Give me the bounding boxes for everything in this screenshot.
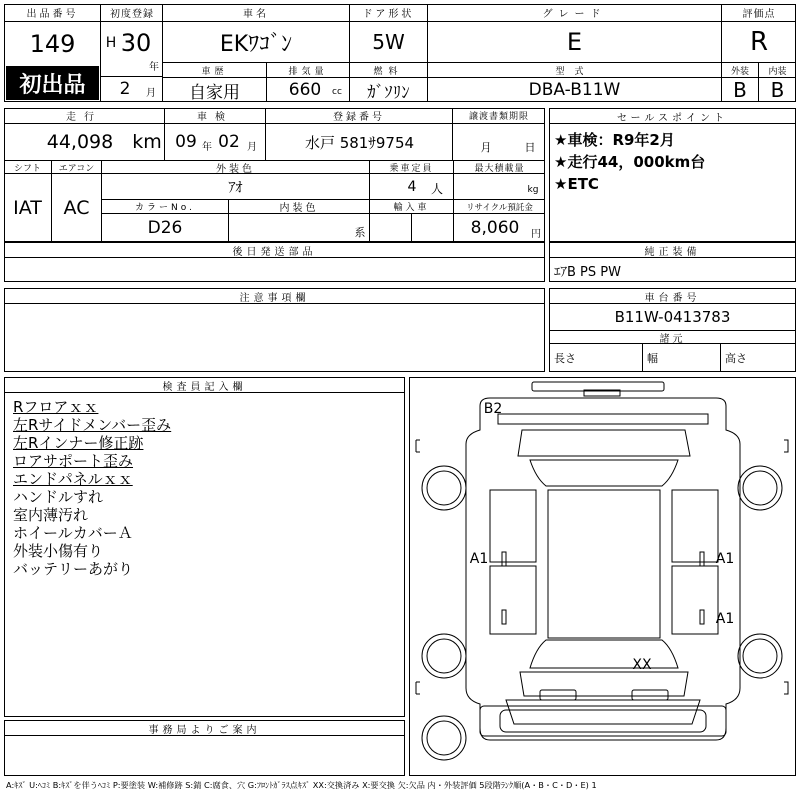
rear-panel	[498, 414, 708, 424]
inspector-note-item: 左Rインナー修正跡	[13, 434, 144, 452]
capacity-unit: 人	[430, 181, 443, 196]
col-divider	[4, 124, 165, 160]
door-label: ドア形状	[350, 4, 428, 22]
genuine-equipment-label: 純正装備	[550, 243, 795, 258]
lot-number: 149	[29, 30, 76, 58]
car-name-label: 車名	[163, 4, 350, 22]
right-bracket-bottom	[784, 682, 788, 694]
inspection-month: 02	[218, 132, 240, 152]
office-label: 事務局よりご案内	[5, 721, 404, 736]
inspector-note-item: ホイールカバーＡ	[13, 524, 133, 542]
right-front-wheel	[738, 634, 782, 678]
shift: IAT	[4, 174, 52, 242]
damage-mark-b2: B2	[483, 401, 503, 417]
mileage-label: 走行	[4, 108, 165, 124]
first-reg-year-unit: 年	[149, 61, 159, 73]
right-rear-wheel-inner	[743, 471, 777, 505]
ac: AC	[52, 174, 102, 242]
left-bracket-bottom	[416, 682, 420, 694]
displacement-unit: cc	[332, 87, 342, 97]
front-lamp-right	[632, 690, 668, 700]
col-divider	[4, 4, 101, 102]
right-rear-wheel	[738, 466, 782, 510]
exterior-color-label: 外装色	[102, 160, 370, 174]
damage-mark-a1-left-rear: A1	[469, 551, 489, 567]
exterior-color: ｱｵ	[102, 174, 370, 200]
ac-label: エアコン	[52, 160, 102, 174]
col-divider	[267, 78, 350, 102]
transfer-day-unit: 日	[524, 141, 536, 154]
right-front-wheel-inner	[743, 639, 777, 673]
left-rear-handle	[502, 552, 506, 566]
car-diagram-svg	[410, 378, 796, 776]
interior-grade: B	[770, 78, 785, 102]
col-divider	[165, 124, 266, 160]
interior-color-label: 内装色	[229, 200, 370, 214]
plate-label: 登録番号	[266, 108, 453, 124]
hood	[506, 700, 700, 724]
right-bracket-top	[784, 440, 788, 452]
notes-label: 注意事項欄	[5, 289, 544, 304]
inspector-note-item: バッテリーあがり	[13, 560, 134, 578]
fuel: ｶﾞｿﾘﾝ	[350, 78, 428, 102]
first-reg-era: H	[105, 35, 117, 51]
inspector-note-item: 左Rサイドメンバー歪み	[13, 416, 172, 434]
damage-diagram	[409, 377, 796, 776]
right-rear-handle	[700, 552, 704, 566]
color-no: D26	[102, 214, 229, 242]
first-reg-month: 2	[119, 79, 131, 99]
import-box-right	[412, 214, 454, 242]
roof	[548, 490, 660, 638]
inspection-year: 09	[175, 132, 197, 152]
first-reg-year: 30	[120, 29, 152, 57]
inspector-notes-list	[13, 398, 171, 578]
notes-panel	[4, 288, 545, 372]
left-front-door	[490, 566, 536, 634]
front-lamp-left	[540, 690, 576, 700]
score-label: 評価点	[722, 4, 796, 22]
grade-label: グレード	[428, 4, 722, 22]
spare-wheel-inner	[427, 721, 461, 755]
capacity: 4	[407, 179, 417, 195]
height-cell: 高さ	[725, 351, 747, 365]
first-reg-month-unit: 月	[146, 87, 156, 99]
inspection-month-unit: 月	[247, 141, 257, 153]
model-code-label: 型式	[428, 62, 722, 78]
recycle-unit: 円	[531, 228, 541, 240]
transfer-month-unit: 月	[480, 141, 492, 154]
sales-point-item: ★車検：R9年2月	[554, 131, 675, 149]
car-body-outline	[466, 398, 740, 740]
first-listing-badge: 初出品	[6, 66, 99, 100]
inspector-note-item: 外装小傷有り	[13, 542, 104, 560]
exterior-grade: B	[722, 78, 759, 102]
later-parts-label: 後日発送部品	[5, 243, 544, 258]
later-parts-panel	[4, 242, 545, 282]
sales-points-panel	[549, 108, 796, 242]
front-bumper-inner	[500, 710, 706, 732]
office-panel	[4, 720, 405, 776]
inspector-note-item: エンドパネルｘｘ	[13, 470, 133, 488]
inspector-note-item: ハンドルすれ	[13, 488, 104, 506]
col-divider	[101, 4, 163, 102]
inspector-note-item: ロアサポート歪み	[13, 452, 134, 470]
import-label: 輸入車	[370, 200, 454, 214]
color-no-label: カラーNo.	[102, 200, 229, 214]
left-front-handle	[502, 610, 506, 624]
inspector-note-item: Rフロアｘｘ	[13, 398, 99, 416]
displacement-label: 排気量	[267, 62, 350, 78]
chassis-label: 車台番号	[550, 289, 795, 304]
fuel-label: 燃料	[350, 62, 428, 78]
legend-text: A:ｷｽﾞ U:ﾍｺﾐ B:ｷｽﾞを伴うﾍｺﾐ P:要塗装 W:補修跡 S:錆 C:腐食、穴 G:ﾌﾛﾝﾄｶﾞﾗｽ点ｷｽﾞ XX:交換済み X:要交換 欠:欠品 内・外装評価 5段階ﾗﾝｸ順(A・B・C・D・E) 1	[6, 780, 597, 790]
inspector-note-item: 室内薄汚れ	[13, 506, 89, 524]
capacity-label: 乗車定員	[370, 160, 454, 174]
sales-point-item: ★ETC	[554, 175, 599, 193]
left-rear-door	[490, 490, 536, 562]
door-shape: 5W	[350, 22, 428, 62]
first-reg-label: 初度登録	[101, 4, 163, 22]
damage-mark-a1-right-front: A1	[715, 611, 735, 627]
hood-top	[520, 672, 688, 696]
shift-label: シフト	[4, 160, 52, 174]
max-load-label: 最大積載量	[454, 160, 545, 174]
grade: E	[428, 22, 722, 62]
length-cell: 長さ	[550, 344, 643, 371]
interior-color-box	[229, 214, 370, 242]
damage-mark-a1-right-rear: A1	[715, 551, 735, 567]
recycle-label: リサイクル預託金	[454, 200, 545, 214]
left-rear-wheel	[422, 466, 466, 510]
plate-number: 水戸 581ｻ9754	[304, 133, 415, 152]
history: 自家用	[163, 78, 267, 102]
sales-point-item: ★走行44，000km台	[554, 153, 706, 171]
car-name: EKﾜｺﾞﾝ	[163, 22, 350, 62]
import-box-left	[370, 214, 412, 242]
genuine-equipment-panel	[549, 242, 796, 282]
spare-wheel	[422, 716, 466, 760]
rear-window	[518, 430, 690, 456]
damage-mark-xx-hood: XX	[632, 657, 652, 673]
history-label: 車歴	[163, 62, 267, 78]
transfer-deadline-label: 譲渡書類期限	[453, 108, 545, 124]
left-front-wheel	[422, 634, 466, 678]
interior-color-unit: 系	[354, 226, 366, 239]
dimensions-label: 諸元	[550, 330, 795, 344]
inspector-label: 検査員記入欄	[5, 378, 404, 393]
roof-rear	[530, 460, 678, 486]
chassis-panel	[549, 288, 796, 372]
exterior-grade-label: 外装	[722, 62, 759, 78]
left-bracket-top	[416, 440, 420, 452]
max-load-unit: kg	[527, 185, 539, 195]
lot-number-label: 出品番号	[4, 4, 101, 22]
inspection-label: 車検	[165, 108, 266, 124]
right-front-handle	[700, 610, 704, 624]
genuine-equipment-value: ｴｱB PS PW	[554, 264, 621, 280]
chassis-number: B11W-0413783	[614, 308, 731, 326]
displacement: 660	[288, 80, 322, 100]
col-divider	[266, 124, 453, 160]
inspector-panel	[4, 377, 405, 717]
mileage-unit: km	[132, 131, 162, 153]
sales-points-label: セールスポイント	[550, 109, 795, 124]
recycle-fee: 8,060	[470, 218, 520, 238]
left-rear-wheel-inner	[427, 471, 461, 505]
interior-grade-label: 内装	[759, 62, 796, 78]
score: R	[749, 27, 769, 57]
left-front-wheel-inner	[427, 639, 461, 673]
inspection-year-unit: 年	[202, 141, 212, 153]
width-cell: 幅	[643, 344, 721, 371]
mileage: 44,098	[46, 131, 114, 153]
model-code: DBA-B11W	[428, 78, 722, 102]
